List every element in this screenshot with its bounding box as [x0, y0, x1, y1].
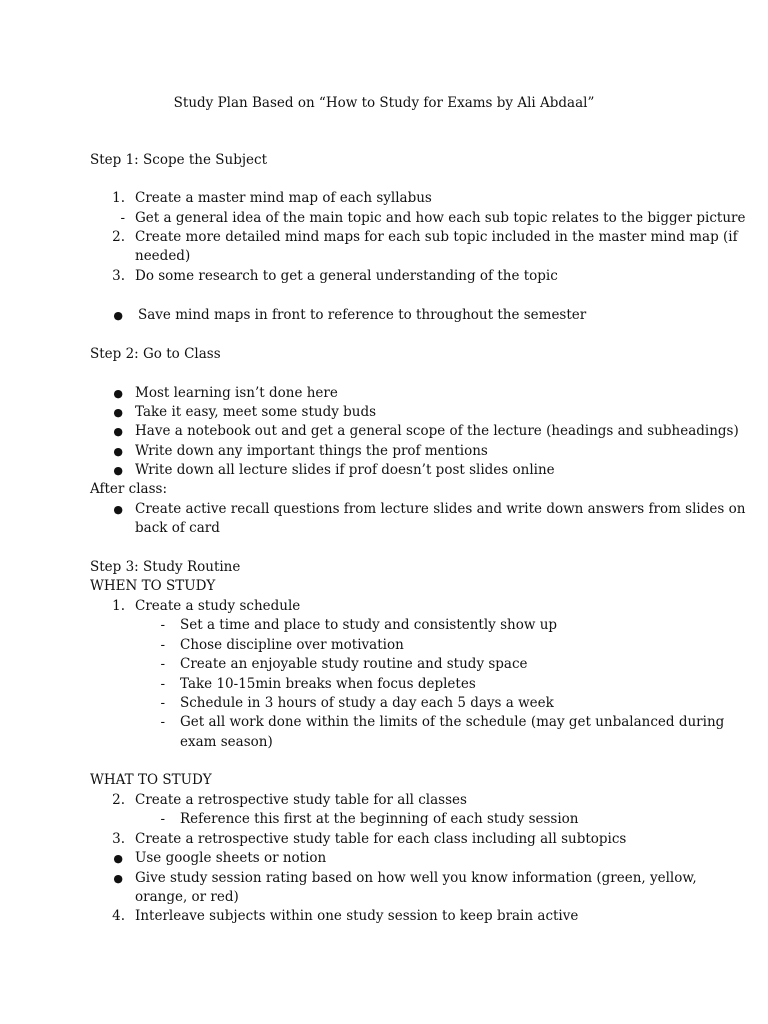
list-item: Take it easy, meet some study buds — [135, 404, 377, 420]
bullet-icon: ● — [113, 852, 123, 865]
bullet-icon: ● — [113, 503, 123, 516]
dash-marker: - — [160, 811, 165, 827]
sub-list-item: Get all work done within the limits of the schedule (may get unbalanced during — [180, 714, 725, 730]
list-item: Give study session rating based on how well you know information (green, yellow, — [135, 870, 697, 886]
list-number: 3. — [112, 268, 125, 284]
dash-marker: - — [160, 656, 165, 672]
bullet-icon: ● — [113, 872, 123, 885]
sub-list-item: Set a time and place to study and consistently show up — [180, 617, 558, 633]
list-item: Do some research to get a general understanding of the topic — [135, 268, 558, 284]
step3-heading: Step 3: Study Routine — [90, 559, 241, 575]
list-item: Create a master mind map of each syllabus — [135, 190, 432, 206]
list-item: Create more detailed mind maps for each sub topic included in the master mind map (if — [135, 229, 738, 245]
list-item-continuation: back of card — [135, 520, 220, 536]
sub-list-item: Reference this first at the beginning of each study session — [180, 811, 579, 827]
dash-marker: - — [120, 210, 125, 226]
list-item-continuation: orange, or red) — [135, 889, 239, 905]
list-item: Create a retrospective study table for all classes — [135, 792, 467, 808]
sub-list-item-continuation: exam season) — [180, 734, 273, 750]
bullet-icon: ● — [113, 309, 123, 322]
list-number: 1. — [112, 190, 125, 206]
list-item: Write down all lecture slides if prof doesn’t post slides online — [135, 462, 555, 478]
list-item: Create a retrospective study table for each class including all subtopics — [135, 831, 627, 847]
list-number: 2. — [112, 229, 125, 245]
list-number: 3. — [112, 831, 125, 847]
dash-marker: - — [160, 676, 165, 692]
when-to-study-heading: WHEN TO STUDY — [90, 578, 216, 594]
list-item: Use google sheets or notion — [135, 850, 327, 866]
list-number: 1. — [112, 598, 125, 614]
sub-list-item: Create an enjoyable study routine and study space — [180, 656, 528, 672]
list-item: Save mind maps in front to reference to throughout the semester — [138, 307, 587, 323]
bullet-icon: ● — [113, 387, 123, 400]
list-item: Create a study schedule — [135, 598, 301, 614]
sub-list-item: Take 10-15min breaks when focus depletes — [180, 676, 476, 692]
list-item: Have a notebook out and get a general scope of the lecture (headings and subheadings) — [135, 423, 739, 439]
list-item: Get a general idea of the main topic and how each sub topic relates to the bigger picture — [135, 210, 746, 226]
list-item-continuation: needed) — [135, 248, 191, 264]
step1-heading: Step 1: Scope the Subject — [90, 152, 268, 168]
bullet-icon: ● — [113, 445, 123, 458]
sub-list-item: Schedule in 3 hours of study a day each 5 days a week — [180, 695, 554, 711]
bullet-icon: ● — [113, 425, 123, 438]
dash-marker: - — [160, 637, 165, 653]
dash-marker: - — [160, 695, 165, 711]
what-to-study-heading: WHAT TO STUDY — [90, 772, 212, 788]
after-class-label: After class: — [90, 481, 167, 497]
list-item: Interleave subjects within one study session to keep brain active — [135, 908, 579, 924]
list-number: 4. — [112, 908, 125, 924]
sub-list-item: Chose discipline over motivation — [180, 637, 404, 653]
bullet-icon: ● — [113, 406, 123, 419]
bullet-icon: ● — [113, 464, 123, 477]
list-item: Create active recall questions from lecture slides and write down answers from slides on — [135, 501, 746, 517]
list-item: Write down any important things the prof mentions — [135, 443, 488, 459]
list-item: Most learning isn’t done here — [135, 385, 338, 401]
step2-heading: Step 2: Go to Class — [90, 346, 221, 362]
dash-marker: - — [160, 617, 165, 633]
list-number: 2. — [112, 792, 125, 808]
dash-marker: - — [160, 714, 165, 730]
document-title: Study Plan Based on “How to Study for Exams by Ali Abdaal” — [173, 95, 595, 111]
